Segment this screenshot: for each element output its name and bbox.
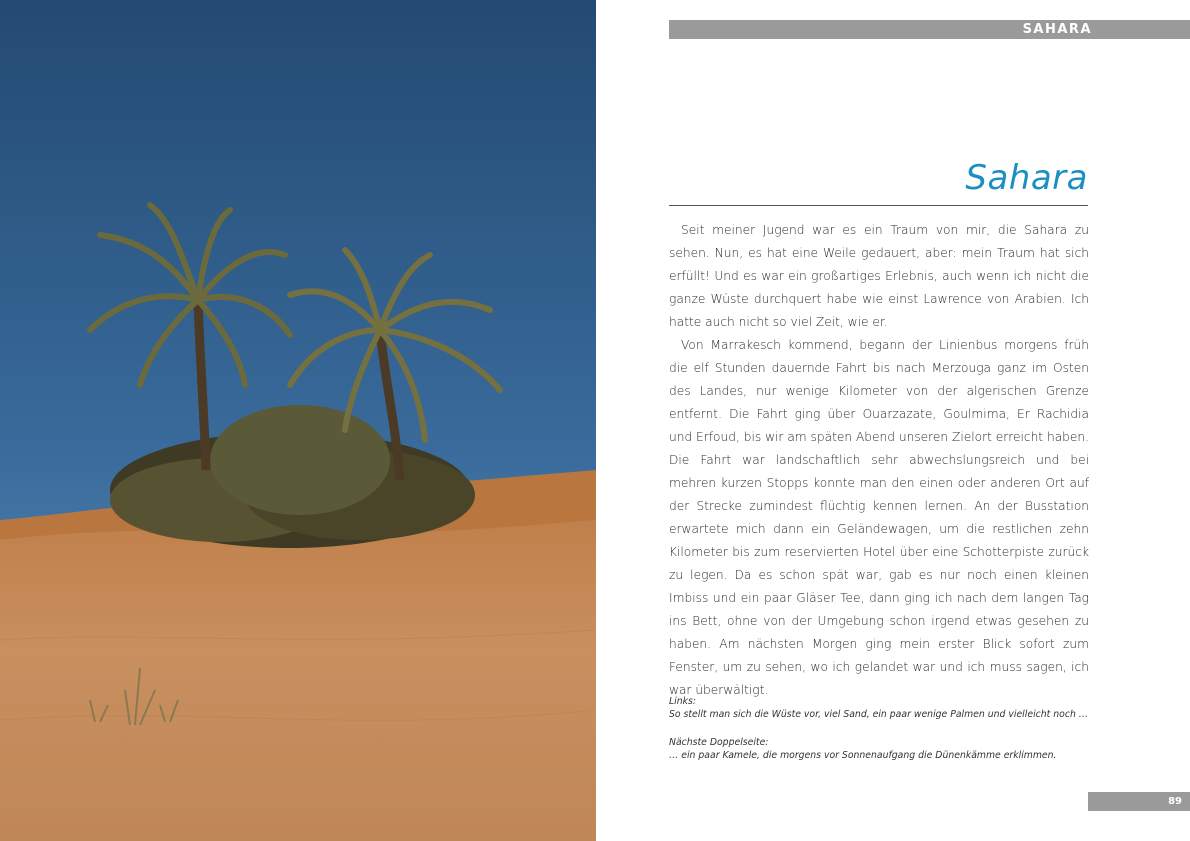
article-body <box>669 219 1089 702</box>
photo-captions <box>669 695 1089 777</box>
section-header-bar <box>669 20 1190 39</box>
title-divider <box>669 205 1088 206</box>
paragraph: Von Marrakesch kommend, begann der Linienbus morgens früh die elf Stunden dauernde Fahrt bis nach Merzouga ganz im Osten des Landes, nur wenige Kilometer von der algerischen Grenze entfernt. Die Fahrt ging über Ouarzazate, Goulmima, Er Rachidia und Erfoud, bis wir am späten Abend unseren Zielort erreicht haben. Die Fahrt war landschaftlich sehr abwechslungsreich und bei mehren kurzen Stopps konnte man den einen oder anderen Ort auf der Strecke zumindest flüchtig kennen lernen. An der Busstation erwartete mich dann ein Geländewagen, um die restlichen zehn Kilometer bis zum reservierten Hotel über eine Schotterpiste zurück zu legen. Da es schon spät war, gab es nur noch einen kleinen Imbiss und ein paar Gläser Tee, dann ging ich nach dem langen Tag ins Bett, ohne von der Umgebung schon irgend etwas gesehen zu haben. Am nächsten Morgen ging mein erster Blick sofort zum Fenster, um zu sehen, wo ich gelandet war und ich muss sagen, ich war überwältigt. <box>669 338 1089 697</box>
page-number: 89 <box>1168 796 1182 807</box>
paragraph: Seit meiner Jugend war es ein Traum von mir, die Sahara zu sehen. Nun, es hat eine Weile gedauert, aber: mein Traum hat sich erfüllt! Und es war ein großartiges Erlebnis, auch wenn ich nicht die ganze Wüste durchquert habe wie einst Lawrence von Arabien. Ich hatte auch nicht so viel Zeit, wie er. <box>669 223 1089 329</box>
caption-text: So stellt man sich die Wüste vor, viel Sand, ein paar wenige Palmen und vielleicht noch … <box>669 709 1089 720</box>
page-number-bar <box>1088 792 1190 811</box>
section-label: SAHARA <box>1022 22 1092 37</box>
caption-label: Nächste Doppelseite: <box>669 737 769 748</box>
caption-next-spread <box>669 736 1089 762</box>
caption-label: Links: <box>669 696 697 707</box>
caption-left <box>669 695 1089 721</box>
caption-text: … ein paar Kamele, die morgens vor Sonnenaufgang die Dünenkämme erklimmen. <box>669 750 1057 761</box>
article-title: Sahara <box>965 158 1088 198</box>
